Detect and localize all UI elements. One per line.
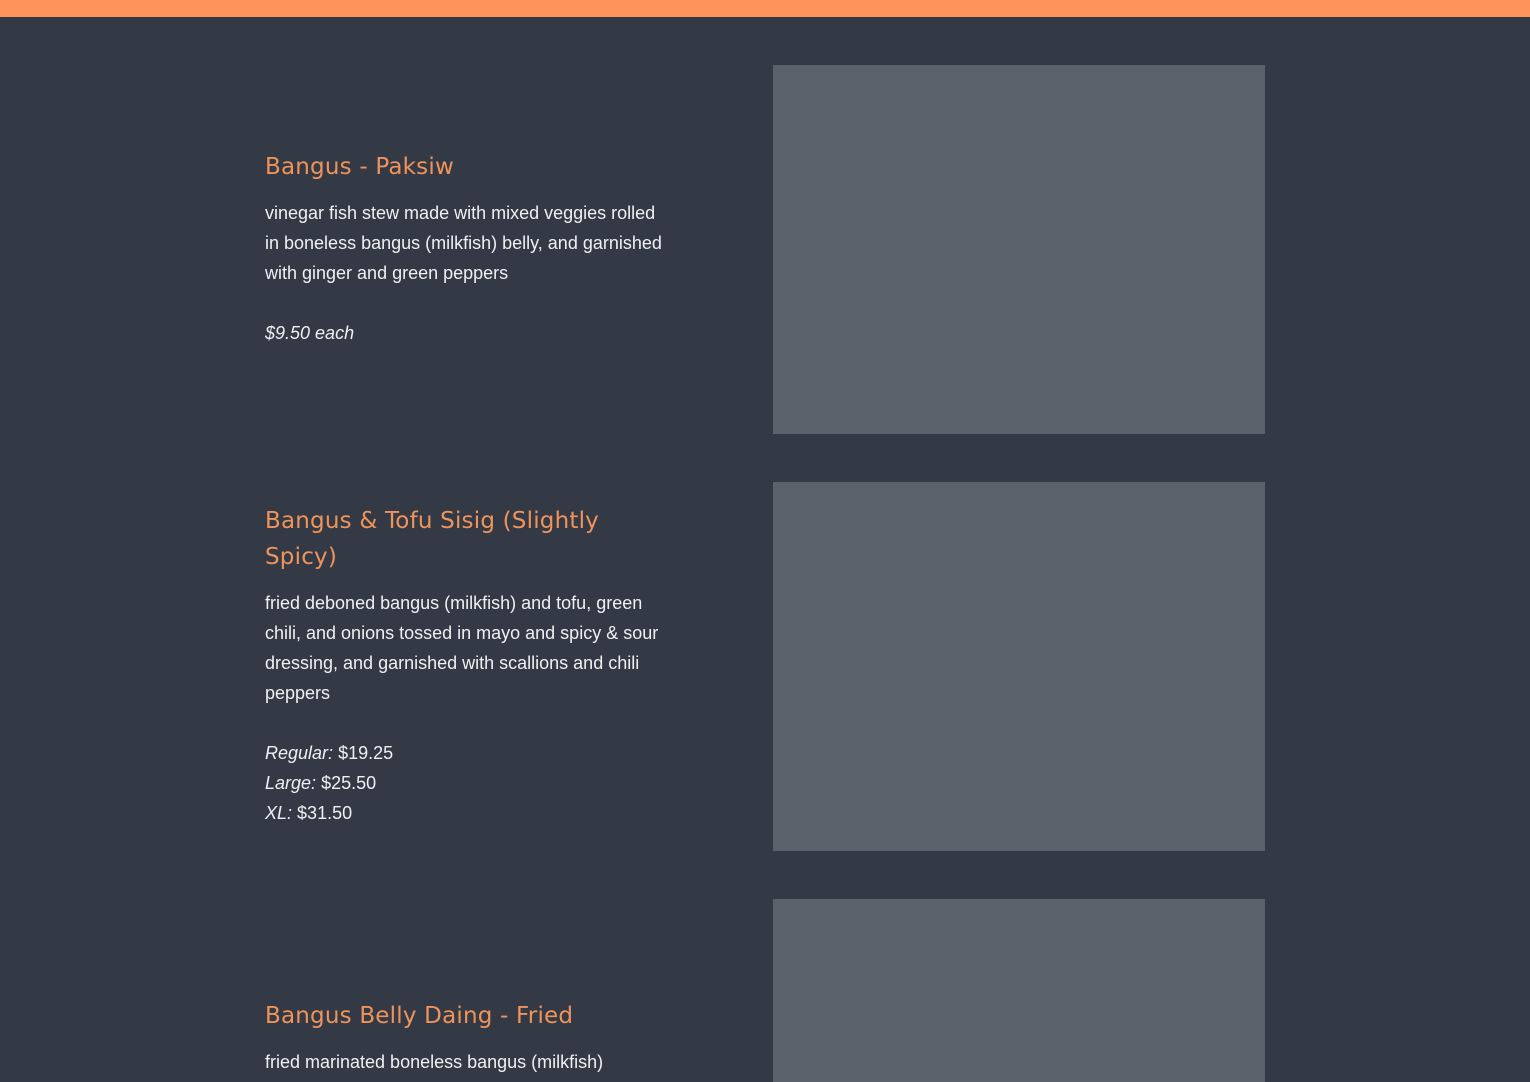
item-photo-placeholder (773, 899, 1265, 1082)
price-label: Large: (265, 773, 317, 793)
item-title: Bangus Belly Daing - Fried (265, 1003, 574, 1029)
top-accent-bar (0, 0, 1530, 17)
item-photo-placeholder (773, 482, 1265, 851)
price-regular (265, 738, 665, 768)
price-label: XL: (265, 803, 293, 823)
price-large (265, 768, 665, 798)
item-title: Bangus - Paksiw (265, 154, 454, 180)
price-xl (265, 798, 665, 828)
menu-item-bangus-paksiw (265, 149, 665, 348)
item-title: Bangus & Tofu Sisig (Slightly Spicy) (265, 508, 599, 570)
item-photo-placeholder (773, 65, 1265, 434)
price-value: $31.50 (297, 803, 353, 823)
price-block (265, 318, 665, 348)
price-value: $25.50 (321, 773, 377, 793)
item-description: fried deboned bangus (milkfish) and tofu, green chili, and onions tossed in mayo and spicy & sour dressing, and garnished with scallions and chili peppers (265, 593, 659, 703)
price-value: $19.25 (338, 743, 394, 763)
item-description: vinegar fish stew made with mixed veggies rolled in boneless bangus (milkfish) belly, and garnished with ginger and green peppers (265, 203, 662, 283)
price-each: $9.50 each (265, 323, 355, 343)
item-description: fried marinated boneless bangus (milkfish) (265, 1052, 604, 1072)
price-label: Regular: (265, 743, 334, 763)
menu-item-bangus-belly-daing (265, 998, 665, 1077)
menu-item-bangus-tofu-sisig (265, 503, 665, 828)
price-block (265, 738, 665, 828)
